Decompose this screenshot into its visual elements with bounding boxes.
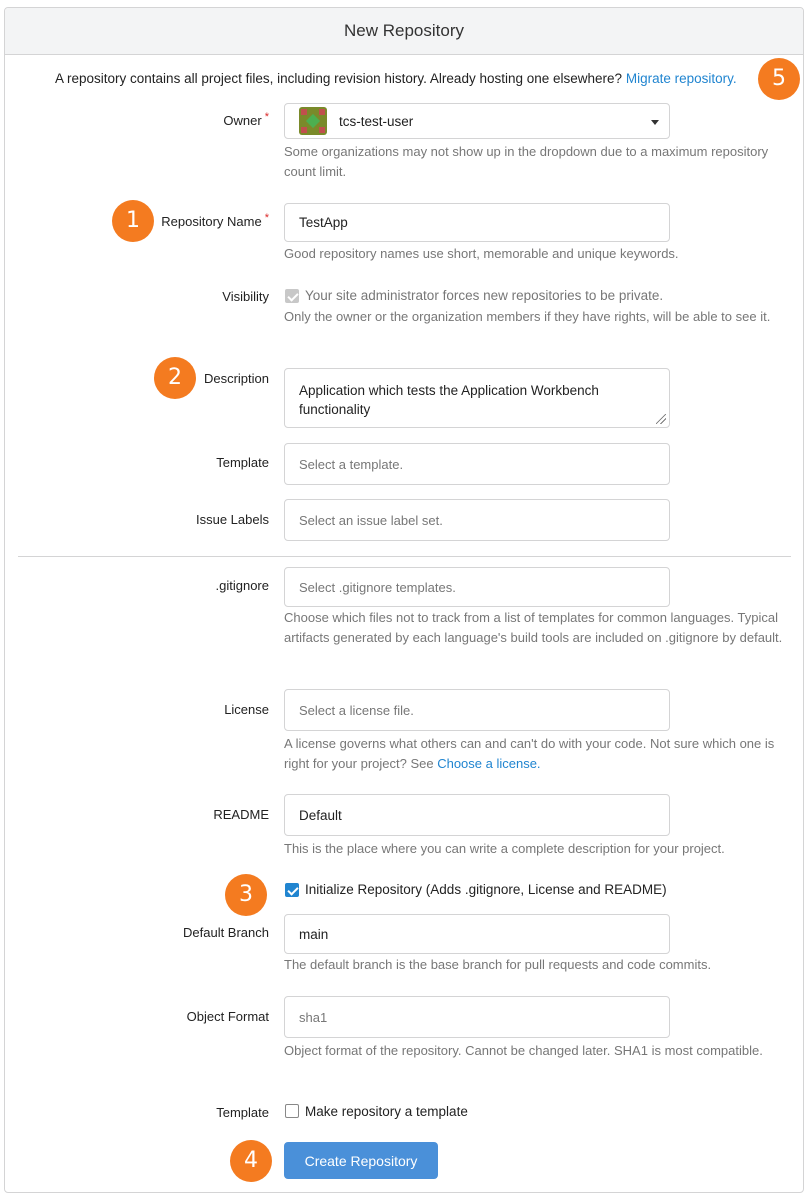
step-badge-3: 3 (225, 874, 267, 916)
owner-dropdown[interactable] (284, 103, 670, 139)
make-template-label: Make repository a template (305, 1104, 468, 1119)
create-repository-button[interactable]: Create Repository (284, 1142, 438, 1179)
step-badge-1: 1 (112, 200, 154, 242)
object-format-label: Object Format (186, 1009, 269, 1024)
description-textarea[interactable] (284, 368, 670, 428)
required-mark: * (264, 212, 269, 224)
template-label: Template (216, 455, 269, 470)
license-dropdown[interactable] (284, 689, 670, 731)
license-placeholder: Select a license file. (299, 702, 414, 718)
owner-value: tcs-test-user (339, 113, 414, 129)
readme-dropdown[interactable] (284, 794, 670, 836)
default-branch-help: The default branch is the base branch for pull requests and code commits. (284, 957, 712, 972)
init-repository-label: Initialize Repository (Adds .gitignore, License and README) (305, 882, 667, 897)
license-help-row (284, 734, 794, 774)
choose-license-link[interactable]: Choose a license. (437, 756, 541, 771)
repo-name-label-text: Repository Name (161, 214, 262, 229)
resize-handle-icon[interactable] (656, 414, 666, 424)
gitignore-label: .gitignore (215, 578, 269, 593)
avatar-icon (299, 107, 327, 135)
owner-label (223, 113, 269, 128)
template-placeholder: Select a template. (299, 456, 404, 472)
caret-down-icon (651, 120, 659, 125)
repo-name-help: Good repository names use short, memorable and unique keywords. (284, 246, 679, 261)
repo-name-input[interactable] (284, 203, 670, 242)
description-label: Description (203, 371, 269, 386)
readme-value: Default (299, 807, 342, 823)
make-template-checkbox[interactable] (285, 1104, 299, 1118)
issue-labels-placeholder: Select an issue label set. (299, 512, 443, 528)
gitignore-help: Choose which files not to track from a list of templates for common languages. Typical artifacts generated by each language's build tools are included on .gitignore by default. (284, 610, 783, 645)
readme-label: README (213, 807, 269, 822)
section-divider (18, 556, 791, 557)
visibility-checkbox[interactable] (285, 289, 299, 303)
intro-text: A repository contains all project files, including revision history. Already hosting one elsewhere? (55, 71, 623, 86)
object-format-help: Object format of the repository. Cannot be changed later. SHA1 is most compatible. (284, 1043, 763, 1058)
description-value: Application which tests the Application Workbench functionality (299, 383, 599, 417)
template-checkbox-field-label: Template (216, 1105, 269, 1120)
default-branch-label: Default Branch (183, 925, 269, 940)
step-badge-4: 4 (230, 1140, 272, 1182)
visibility-checkbox-label: Your site administrator forces new repositories to be private. (305, 288, 664, 303)
step-badge-2: 2 (154, 357, 196, 399)
owner-help: Some organizations may not show up in the dropdown due to a maximum repository count limit. (284, 144, 769, 179)
readme-help: This is the place where you can write a complete description for your project. (284, 841, 725, 856)
license-label: License (224, 702, 269, 717)
default-branch-value: main (299, 926, 329, 942)
visibility-help: Only the owner or the organization members if they have rights, will be able to see it. (284, 309, 771, 324)
object-format-input[interactable] (284, 996, 670, 1038)
repo-name-value: TestApp (299, 215, 348, 230)
object-format-value: sha1 (299, 1009, 328, 1025)
migrate-repository-link[interactable]: Migrate repository. (625, 71, 737, 86)
page-title: New Repository (5, 8, 803, 55)
license-help: A license governs what others can and can't do with your code. Not sure which one is right for your project? See (284, 736, 775, 771)
intro-text-row (55, 71, 737, 86)
owner-label-text: Owner (223, 113, 262, 128)
gitignore-dropdown[interactable] (284, 567, 670, 607)
default-branch-input[interactable] (284, 914, 670, 954)
repo-name-label (161, 214, 269, 229)
init-repository-checkbox[interactable] (285, 883, 299, 897)
template-dropdown[interactable] (284, 443, 670, 485)
visibility-label: Visibility (222, 289, 269, 304)
issue-labels-label: Issue Labels (196, 512, 269, 527)
gitignore-placeholder: Select .gitignore templates. (299, 579, 456, 595)
step-badge-5: 5 (758, 58, 800, 100)
issue-labels-dropdown[interactable] (284, 499, 670, 541)
required-mark: * (264, 111, 269, 123)
